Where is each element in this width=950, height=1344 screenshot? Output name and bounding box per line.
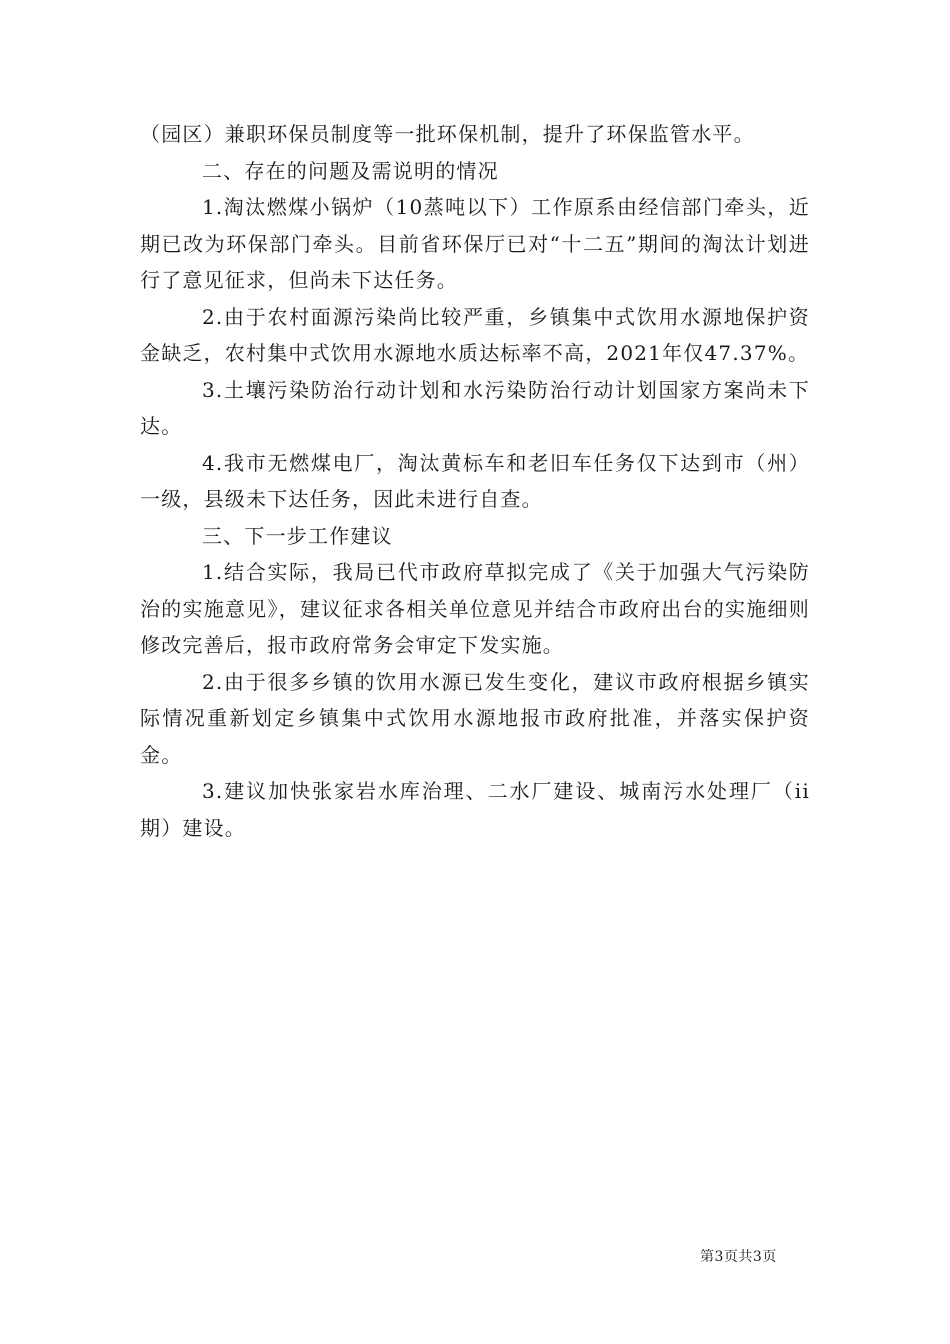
paragraph-item: 2.由于农村面源污染尚比较严重，乡镇集中式饮用水源地保护资金缺乏，农村集中式饮用水源地水质达标率不高，2021年仅47.37%。 — [140, 304, 810, 365]
paragraph-item: 3.土壤污染防治行动计划和水污染防治行动计划国家方案尚未下达。 — [140, 377, 810, 438]
paragraph-item: 1.淘汰燃煤小锅炉（10蒸吨以下）工作原系由经信部门牵头，近期已改为环保部门牵头。目前省环保厅已对“十二五”期间的淘汰计划进行了意见征求，但尚未下达任务。 — [140, 195, 810, 292]
paragraph-item: 3.建议加快张家岩水库治理、二水厂建设、城南污水处理厂（ii期）建设。 — [140, 779, 810, 840]
section-heading-next-steps: 三、下一步工作建议 — [202, 523, 393, 548]
paragraph-item: 4.我市无燃煤电厂，淘汰黄标车和老旧车任务仅下达到市（州）一级，县级未下达任务，因此未进行自查。 — [140, 450, 810, 511]
document-body — [140, 116, 810, 846]
paragraph-item: 2.由于很多乡镇的饮用水源已发生变化，建议市政府根据乡镇实际情况重新划定乡镇集中式饮用水源地报市政府批准，并落实保护资金。 — [140, 669, 810, 767]
page-number-footer: 第3页共3页 — [700, 1249, 777, 1265]
section-heading-problems: 二、存在的问题及需说明的情况 — [202, 158, 499, 183]
paragraph-item: 1.结合实际，我局已代市政府草拟完成了《关于加强大气污染防治的实施意见》，建议征求各相关单位意见并结合市政府出台的实施细则修改完善后，报市政府常务会审定下发实施。 — [140, 560, 810, 657]
paragraph-continuation: （园区）兼职环保员制度等一批环保机制，提升了环保监管水平。 — [140, 122, 755, 146]
